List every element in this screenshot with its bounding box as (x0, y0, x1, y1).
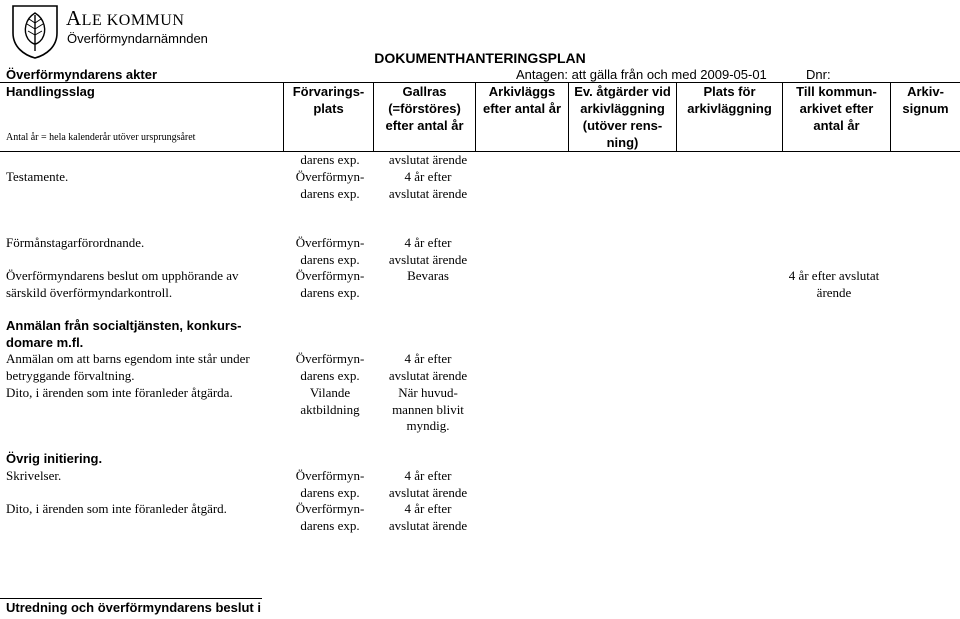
department-name: Överförmyndarnämnden (67, 31, 208, 46)
section-heading-other: Övrig initiering. (6, 451, 103, 466)
cell-municipal-archive: 4 år efter avslutat ärende (788, 268, 880, 300)
cell-storage: Överförmyn- darens exp. (295, 468, 365, 500)
section-heading-investigation: Utredning och överförmyndarens beslut i (6, 600, 261, 615)
cell-disposal: 4 år efter avslutat ärende (388, 351, 468, 383)
row-label-testamente: Testamente. (6, 169, 69, 184)
cell-storage: Överförmyn- darens exp. (295, 351, 365, 383)
cell-storage: darens exp. (300, 152, 360, 167)
column-header-archive-code: Arkiv- signum (902, 84, 949, 116)
cell-disposal: 4 år efter avslutat ärende (388, 169, 468, 201)
column-header-disposal: Gallras (=förstöres) efter antal år (385, 84, 464, 133)
cell-disposal: 4 år efter avslutat ärende (388, 468, 468, 500)
organization-name: ALE KOMMUN (66, 6, 185, 30)
page-title: DOKUMENTHANTERINGSPLAN (374, 50, 586, 66)
column-note: Antal år = hela kalenderår utöver ursprungsåret (6, 132, 196, 143)
cell-storage: Överförmyn- darens exp. (295, 169, 365, 201)
document-subtitle: Överförmyndarens akter (6, 67, 158, 82)
row-label-no-action: Dito, i ärenden som inte föranleder åtgärda. (6, 385, 233, 400)
cell-disposal: 4 år efter avslutat ärende (388, 501, 468, 533)
row-label-child-assets: Anmälan om att barns egendom inte står under betryggande förvaltning. (6, 351, 250, 383)
cell-disposal: Bevaras (407, 268, 449, 283)
column-header-archive-after: Arkivläggs efter antal år (482, 84, 562, 116)
section-heading-reports: Anmälan från socialtjänsten, konkurs- domare m.fl. (6, 318, 242, 350)
cell-storage: Vilande aktbildning (300, 385, 360, 417)
cell-disposal: avslutat ärende (388, 152, 468, 167)
column-header-document-type: Handlingsslag (6, 84, 95, 99)
column-header-archive-location: Plats för arkivläggning (687, 84, 772, 116)
row-label-letters: Skrivelser. (6, 468, 62, 483)
column-header-storage: Förvarings- plats (292, 84, 365, 116)
dnr-label: Dnr: (806, 67, 831, 82)
cell-storage: Överförmyn- darens exp. (295, 235, 365, 267)
row-label-beneficiary: Förmånstagarförordnande. (6, 235, 145, 250)
cell-storage: Överförmyn- darens exp. (295, 268, 365, 300)
column-header-municipal-archive: Till kommun- arkivet efter antal år (796, 84, 877, 133)
row-label-letters-no-action: Dito, i ärenden som inte föranleder åtgärd. (6, 501, 227, 516)
cell-disposal: När huvud- mannen blivit myndig. (392, 385, 464, 433)
cell-storage: Överförmyn- darens exp. (295, 501, 365, 533)
cell-disposal: 4 år efter avslutat ärende (388, 235, 468, 267)
adoption-date: Antagen: att gälla från och med 2009-05-01 (516, 67, 767, 82)
column-header-archive-actions: Ev. åtgärder vid arkivläggning (utöver rens- ning) (574, 84, 671, 150)
row-label-decision: Överförmyndarens beslut om upphörande av särskild överförmyndarkontroll. (6, 268, 239, 300)
